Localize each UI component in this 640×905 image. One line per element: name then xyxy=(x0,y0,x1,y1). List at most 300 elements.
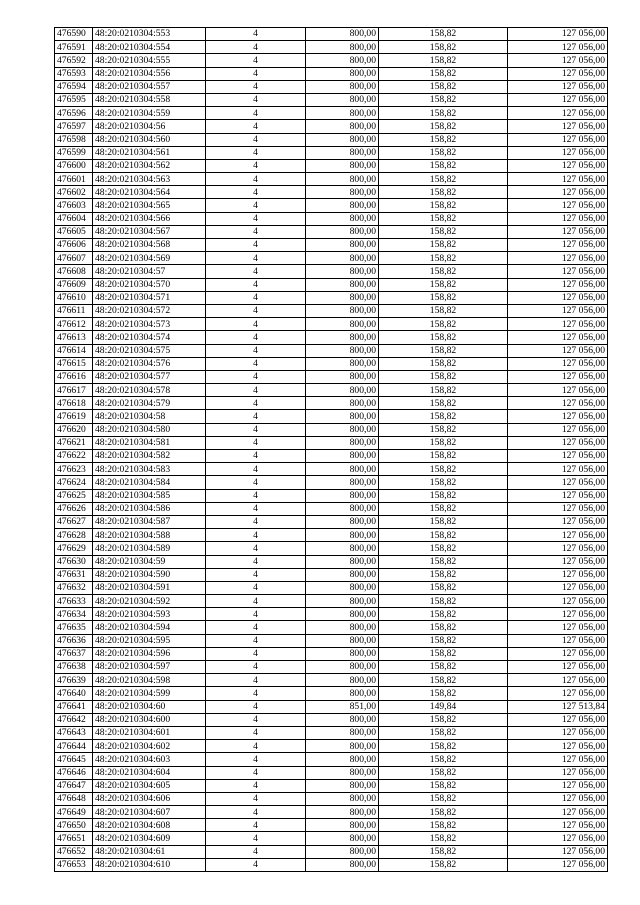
area-cell: 800,00 xyxy=(306,225,379,238)
class-cell: 4 xyxy=(206,436,306,449)
row-number-cell: 476653 xyxy=(55,858,93,871)
area-cell: 800,00 xyxy=(306,450,379,463)
rate-cell: 158,82 xyxy=(379,278,508,291)
area-cell: 800,00 xyxy=(306,568,379,581)
row-number-cell: 476613 xyxy=(55,331,93,344)
row-number-cell: 476602 xyxy=(55,186,93,199)
value-cell: 127 056,00 xyxy=(508,542,608,555)
class-cell: 4 xyxy=(206,832,306,845)
class-cell: 4 xyxy=(206,239,306,252)
area-cell: 800,00 xyxy=(306,384,379,397)
class-cell: 4 xyxy=(206,423,306,436)
row-number-cell: 476595 xyxy=(55,93,93,106)
cadastral-number-cell: 48:20:0210304:602 xyxy=(93,740,206,753)
rate-cell: 158,82 xyxy=(379,568,508,581)
row-number-cell: 476591 xyxy=(55,41,93,54)
value-cell: 127 056,00 xyxy=(508,621,608,634)
cadastral-number-cell: 48:20:0210304:587 xyxy=(93,515,206,528)
value-cell: 127 056,00 xyxy=(508,463,608,476)
rate-cell: 158,82 xyxy=(379,450,508,463)
area-cell: 800,00 xyxy=(306,133,379,146)
table-row xyxy=(55,647,608,660)
class-cell: 4 xyxy=(206,661,306,674)
row-number-cell: 476612 xyxy=(55,318,93,331)
value-cell: 127 056,00 xyxy=(508,173,608,186)
table-row xyxy=(55,555,608,568)
row-number-cell: 476617 xyxy=(55,384,93,397)
rate-cell: 158,82 xyxy=(379,713,508,726)
area-cell: 800,00 xyxy=(306,753,379,766)
cadastral-number-cell: 48:20:0210304:601 xyxy=(93,726,206,739)
cadastral-number-cell: 48:20:0210304:564 xyxy=(93,186,206,199)
rate-cell: 158,82 xyxy=(379,67,508,80)
value-cell: 127 513,84 xyxy=(508,700,608,713)
area-cell: 800,00 xyxy=(306,687,379,700)
value-cell: 127 056,00 xyxy=(508,476,608,489)
area-cell: 800,00 xyxy=(306,410,379,423)
class-cell: 4 xyxy=(206,476,306,489)
row-number-cell: 476625 xyxy=(55,489,93,502)
table-body xyxy=(55,28,608,872)
table-row xyxy=(55,661,608,674)
cadastral-number-cell: 48:20:0210304:554 xyxy=(93,41,206,54)
row-number-cell: 476592 xyxy=(55,54,93,67)
class-cell: 4 xyxy=(206,173,306,186)
cadastral-number-cell: 48:20:0210304:583 xyxy=(93,463,206,476)
table-row xyxy=(55,568,608,581)
row-number-cell: 476596 xyxy=(55,107,93,120)
table-row xyxy=(55,80,608,93)
table-row xyxy=(55,489,608,502)
cadastral-number-cell: 48:20:0210304:580 xyxy=(93,423,206,436)
table-row xyxy=(55,423,608,436)
class-cell: 4 xyxy=(206,278,306,291)
cadastral-number-cell: 48:20:0210304:572 xyxy=(93,304,206,317)
area-cell: 800,00 xyxy=(306,779,379,792)
rate-cell: 158,82 xyxy=(379,779,508,792)
area-cell: 800,00 xyxy=(306,581,379,594)
table-row xyxy=(55,146,608,159)
rate-cell: 158,82 xyxy=(379,252,508,265)
value-cell: 127 056,00 xyxy=(508,661,608,674)
rate-cell: 158,82 xyxy=(379,384,508,397)
area-cell: 800,00 xyxy=(306,173,379,186)
area-cell: 800,00 xyxy=(306,67,379,80)
value-cell: 127 056,00 xyxy=(508,779,608,792)
row-number-cell: 476618 xyxy=(55,397,93,410)
area-cell: 800,00 xyxy=(306,792,379,805)
table-row xyxy=(55,832,608,845)
row-number-cell: 476633 xyxy=(55,595,93,608)
row-number-cell: 476615 xyxy=(55,357,93,370)
value-cell: 127 056,00 xyxy=(508,423,608,436)
class-cell: 4 xyxy=(206,674,306,687)
value-cell: 127 056,00 xyxy=(508,726,608,739)
rate-cell: 158,82 xyxy=(379,423,508,436)
table-row xyxy=(55,819,608,832)
value-cell: 127 056,00 xyxy=(508,568,608,581)
value-cell: 127 056,00 xyxy=(508,489,608,502)
table-row xyxy=(55,252,608,265)
cadastral-number-cell: 48:20:0210304:556 xyxy=(93,67,206,80)
class-cell: 4 xyxy=(206,331,306,344)
table-row xyxy=(55,674,608,687)
value-cell: 127 056,00 xyxy=(508,581,608,594)
rate-cell: 158,82 xyxy=(379,159,508,172)
cadastral-number-cell: 48:20:0210304:577 xyxy=(93,370,206,383)
area-cell: 800,00 xyxy=(306,621,379,634)
value-cell: 127 056,00 xyxy=(508,265,608,278)
area-cell: 800,00 xyxy=(306,304,379,317)
cadastral-number-cell: 48:20:0210304:600 xyxy=(93,713,206,726)
area-cell: 800,00 xyxy=(306,806,379,819)
value-cell: 127 056,00 xyxy=(508,67,608,80)
table-row xyxy=(55,107,608,120)
table-row xyxy=(55,278,608,291)
value-cell: 127 056,00 xyxy=(508,41,608,54)
area-cell: 800,00 xyxy=(306,845,379,858)
row-number-cell: 476601 xyxy=(55,173,93,186)
class-cell: 4 xyxy=(206,450,306,463)
row-number-cell: 476649 xyxy=(55,806,93,819)
area-cell: 800,00 xyxy=(306,278,379,291)
rate-cell: 158,82 xyxy=(379,239,508,252)
table-row xyxy=(55,265,608,278)
cadastral-number-cell: 48:20:0210304:60 xyxy=(93,700,206,713)
class-cell: 4 xyxy=(206,186,306,199)
cadastral-number-cell: 48:20:0210304:585 xyxy=(93,489,206,502)
area-cell: 800,00 xyxy=(306,120,379,133)
class-cell: 4 xyxy=(206,713,306,726)
area-cell: 800,00 xyxy=(306,832,379,845)
area-cell: 800,00 xyxy=(306,858,379,871)
cadastral-number-cell: 48:20:0210304:562 xyxy=(93,159,206,172)
table-row xyxy=(55,67,608,80)
cadastral-number-cell: 48:20:0210304:605 xyxy=(93,779,206,792)
table-row xyxy=(55,766,608,779)
cadastral-number-cell: 48:20:0210304:563 xyxy=(93,173,206,186)
class-cell: 4 xyxy=(206,806,306,819)
cadastral-number-cell: 48:20:0210304:553 xyxy=(93,28,206,41)
rate-cell: 158,82 xyxy=(379,661,508,674)
class-cell: 4 xyxy=(206,766,306,779)
class-cell: 4 xyxy=(206,700,306,713)
area-cell: 800,00 xyxy=(306,542,379,555)
row-number-cell: 476637 xyxy=(55,647,93,660)
table-row xyxy=(55,41,608,54)
rate-cell: 158,82 xyxy=(379,674,508,687)
cadastral-number-cell: 48:20:0210304:558 xyxy=(93,93,206,106)
cadastral-number-cell: 48:20:0210304:589 xyxy=(93,542,206,555)
class-cell: 4 xyxy=(206,779,306,792)
class-cell: 4 xyxy=(206,740,306,753)
value-cell: 127 056,00 xyxy=(508,845,608,858)
area-cell: 800,00 xyxy=(306,595,379,608)
class-cell: 4 xyxy=(206,581,306,594)
rate-cell: 158,82 xyxy=(379,133,508,146)
row-number-cell: 476597 xyxy=(55,120,93,133)
area-cell: 800,00 xyxy=(306,199,379,212)
value-cell: 127 056,00 xyxy=(508,252,608,265)
area-cell: 800,00 xyxy=(306,674,379,687)
class-cell: 4 xyxy=(206,608,306,621)
value-cell: 127 056,00 xyxy=(508,832,608,845)
row-number-cell: 476650 xyxy=(55,819,93,832)
rate-cell: 158,82 xyxy=(379,687,508,700)
class-cell: 4 xyxy=(206,489,306,502)
row-number-cell: 476627 xyxy=(55,515,93,528)
cadastral-number-cell: 48:20:0210304:59 xyxy=(93,555,206,568)
cadastral-number-cell: 48:20:0210304:584 xyxy=(93,476,206,489)
table-row xyxy=(55,54,608,67)
cadastral-number-cell: 48:20:0210304:568 xyxy=(93,239,206,252)
class-cell: 4 xyxy=(206,819,306,832)
rate-cell: 158,82 xyxy=(379,845,508,858)
class-cell: 4 xyxy=(206,199,306,212)
rate-cell: 158,82 xyxy=(379,93,508,106)
row-number-cell: 476644 xyxy=(55,740,93,753)
row-number-cell: 476629 xyxy=(55,542,93,555)
table-row xyxy=(55,740,608,753)
row-number-cell: 476628 xyxy=(55,529,93,542)
table-row xyxy=(55,120,608,133)
row-number-cell: 476620 xyxy=(55,423,93,436)
class-cell: 4 xyxy=(206,159,306,172)
table-row xyxy=(55,199,608,212)
value-cell: 127 056,00 xyxy=(508,357,608,370)
area-cell: 800,00 xyxy=(306,819,379,832)
area-cell: 800,00 xyxy=(306,146,379,159)
cadastral-number-cell: 48:20:0210304:596 xyxy=(93,647,206,660)
table-row xyxy=(55,410,608,423)
rate-cell: 158,82 xyxy=(379,819,508,832)
row-number-cell: 476609 xyxy=(55,278,93,291)
cadastral-number-cell: 48:20:0210304:581 xyxy=(93,436,206,449)
rate-cell: 158,82 xyxy=(379,753,508,766)
rate-cell: 158,82 xyxy=(379,832,508,845)
value-cell: 127 056,00 xyxy=(508,107,608,120)
area-cell: 800,00 xyxy=(306,529,379,542)
rate-cell: 158,82 xyxy=(379,41,508,54)
cadastral-number-cell: 48:20:0210304:609 xyxy=(93,832,206,845)
rate-cell: 158,82 xyxy=(379,595,508,608)
rate-cell: 158,82 xyxy=(379,476,508,489)
value-cell: 127 056,00 xyxy=(508,450,608,463)
row-number-cell: 476641 xyxy=(55,700,93,713)
rate-cell: 158,82 xyxy=(379,265,508,278)
rate-cell: 158,82 xyxy=(379,489,508,502)
value-cell: 127 056,00 xyxy=(508,291,608,304)
cadastral-number-cell: 48:20:0210304:598 xyxy=(93,674,206,687)
class-cell: 4 xyxy=(206,304,306,317)
value-cell: 127 056,00 xyxy=(508,792,608,805)
area-cell: 800,00 xyxy=(306,291,379,304)
cadastral-number-cell: 48:20:0210304:606 xyxy=(93,792,206,805)
row-number-cell: 476603 xyxy=(55,199,93,212)
table-row xyxy=(55,634,608,647)
row-number-cell: 476630 xyxy=(55,555,93,568)
area-cell: 800,00 xyxy=(306,489,379,502)
row-number-cell: 476610 xyxy=(55,291,93,304)
value-cell: 127 056,00 xyxy=(508,80,608,93)
area-cell: 800,00 xyxy=(306,239,379,252)
value-cell: 127 056,00 xyxy=(508,806,608,819)
row-number-cell: 476605 xyxy=(55,225,93,238)
cadastral-number-cell: 48:20:0210304:575 xyxy=(93,344,206,357)
cadastral-number-cell: 48:20:0210304:570 xyxy=(93,278,206,291)
rate-cell: 158,82 xyxy=(379,291,508,304)
row-number-cell: 476631 xyxy=(55,568,93,581)
area-cell: 800,00 xyxy=(306,331,379,344)
area-cell: 800,00 xyxy=(306,93,379,106)
value-cell: 127 056,00 xyxy=(508,713,608,726)
row-number-cell: 476647 xyxy=(55,779,93,792)
table-row xyxy=(55,779,608,792)
area-cell: 800,00 xyxy=(306,41,379,54)
table-row xyxy=(55,397,608,410)
class-cell: 4 xyxy=(206,54,306,67)
area-cell: 800,00 xyxy=(306,107,379,120)
row-number-cell: 476598 xyxy=(55,133,93,146)
row-number-cell: 476634 xyxy=(55,608,93,621)
table-row xyxy=(55,726,608,739)
class-cell: 4 xyxy=(206,542,306,555)
class-cell: 4 xyxy=(206,370,306,383)
value-cell: 127 056,00 xyxy=(508,634,608,647)
value-cell: 127 056,00 xyxy=(508,304,608,317)
class-cell: 4 xyxy=(206,41,306,54)
table-row xyxy=(55,858,608,871)
value-cell: 127 056,00 xyxy=(508,608,608,621)
value-cell: 127 056,00 xyxy=(508,93,608,106)
cadastral-number-cell: 48:20:0210304:608 xyxy=(93,819,206,832)
table-row xyxy=(55,212,608,225)
rate-cell: 158,82 xyxy=(379,54,508,67)
rate-cell: 158,82 xyxy=(379,858,508,871)
cadastral-number-cell: 48:20:0210304:586 xyxy=(93,502,206,515)
row-number-cell: 476607 xyxy=(55,252,93,265)
table-row xyxy=(55,502,608,515)
rate-cell: 158,82 xyxy=(379,806,508,819)
row-number-cell: 476614 xyxy=(55,344,93,357)
area-cell: 851,00 xyxy=(306,700,379,713)
class-cell: 4 xyxy=(206,291,306,304)
class-cell: 4 xyxy=(206,120,306,133)
cadastral-number-cell: 48:20:0210304:574 xyxy=(93,331,206,344)
value-cell: 127 056,00 xyxy=(508,28,608,41)
cadastral-number-cell: 48:20:0210304:576 xyxy=(93,357,206,370)
rate-cell: 158,82 xyxy=(379,792,508,805)
table-row xyxy=(55,159,608,172)
class-cell: 4 xyxy=(206,252,306,265)
rate-cell: 158,82 xyxy=(379,502,508,515)
class-cell: 4 xyxy=(206,107,306,120)
area-cell: 800,00 xyxy=(306,423,379,436)
rate-cell: 158,82 xyxy=(379,542,508,555)
class-cell: 4 xyxy=(206,515,306,528)
table-row xyxy=(55,225,608,238)
area-cell: 800,00 xyxy=(306,186,379,199)
table-row xyxy=(55,463,608,476)
table-row xyxy=(55,370,608,383)
class-cell: 4 xyxy=(206,621,306,634)
value-cell: 127 056,00 xyxy=(508,331,608,344)
rate-cell: 158,82 xyxy=(379,225,508,238)
class-cell: 4 xyxy=(206,726,306,739)
row-number-cell: 476645 xyxy=(55,753,93,766)
area-cell: 800,00 xyxy=(306,318,379,331)
cadastral-number-cell: 48:20:0210304:58 xyxy=(93,410,206,423)
table-row xyxy=(55,476,608,489)
rate-cell: 158,82 xyxy=(379,146,508,159)
row-number-cell: 476604 xyxy=(55,212,93,225)
value-cell: 127 056,00 xyxy=(508,753,608,766)
area-cell: 800,00 xyxy=(306,344,379,357)
value-cell: 127 056,00 xyxy=(508,133,608,146)
cadastral-number-cell: 48:20:0210304:567 xyxy=(93,225,206,238)
rate-cell: 158,82 xyxy=(379,107,508,120)
rate-cell: 158,82 xyxy=(379,436,508,449)
class-cell: 4 xyxy=(206,397,306,410)
cadastral-number-cell: 48:20:0210304:604 xyxy=(93,766,206,779)
class-cell: 4 xyxy=(206,463,306,476)
table-row xyxy=(55,515,608,528)
table-row xyxy=(55,357,608,370)
table-row xyxy=(55,331,608,344)
cadastral-number-cell: 48:20:0210304:555 xyxy=(93,54,206,67)
row-number-cell: 476632 xyxy=(55,581,93,594)
table-row xyxy=(55,542,608,555)
value-cell: 127 056,00 xyxy=(508,225,608,238)
table-row xyxy=(55,344,608,357)
area-cell: 800,00 xyxy=(306,608,379,621)
area-cell: 800,00 xyxy=(306,370,379,383)
value-cell: 127 056,00 xyxy=(508,595,608,608)
row-number-cell: 476616 xyxy=(55,370,93,383)
class-cell: 4 xyxy=(206,568,306,581)
value-cell: 127 056,00 xyxy=(508,384,608,397)
value-cell: 127 056,00 xyxy=(508,186,608,199)
area-cell: 800,00 xyxy=(306,766,379,779)
rate-cell: 158,82 xyxy=(379,740,508,753)
row-number-cell: 476652 xyxy=(55,845,93,858)
table-row xyxy=(55,173,608,186)
table-row xyxy=(55,608,608,621)
value-cell: 127 056,00 xyxy=(508,529,608,542)
class-cell: 4 xyxy=(206,146,306,159)
table-row xyxy=(55,845,608,858)
class-cell: 4 xyxy=(206,80,306,93)
area-cell: 800,00 xyxy=(306,54,379,67)
value-cell: 127 056,00 xyxy=(508,555,608,568)
area-cell: 800,00 xyxy=(306,634,379,647)
area-cell: 800,00 xyxy=(306,252,379,265)
rate-cell: 158,82 xyxy=(379,515,508,528)
rate-cell: 158,82 xyxy=(379,647,508,660)
value-cell: 127 056,00 xyxy=(508,212,608,225)
cadastral-number-cell: 48:20:0210304:561 xyxy=(93,146,206,159)
value-cell: 127 056,00 xyxy=(508,436,608,449)
row-number-cell: 476651 xyxy=(55,832,93,845)
cadastral-number-cell: 48:20:0210304:597 xyxy=(93,661,206,674)
cadastral-number-cell: 48:20:0210304:579 xyxy=(93,397,206,410)
value-cell: 127 056,00 xyxy=(508,819,608,832)
rate-cell: 158,82 xyxy=(379,766,508,779)
row-number-cell: 476608 xyxy=(55,265,93,278)
value-cell: 127 056,00 xyxy=(508,674,608,687)
rate-cell: 158,82 xyxy=(379,581,508,594)
row-number-cell: 476638 xyxy=(55,661,93,674)
